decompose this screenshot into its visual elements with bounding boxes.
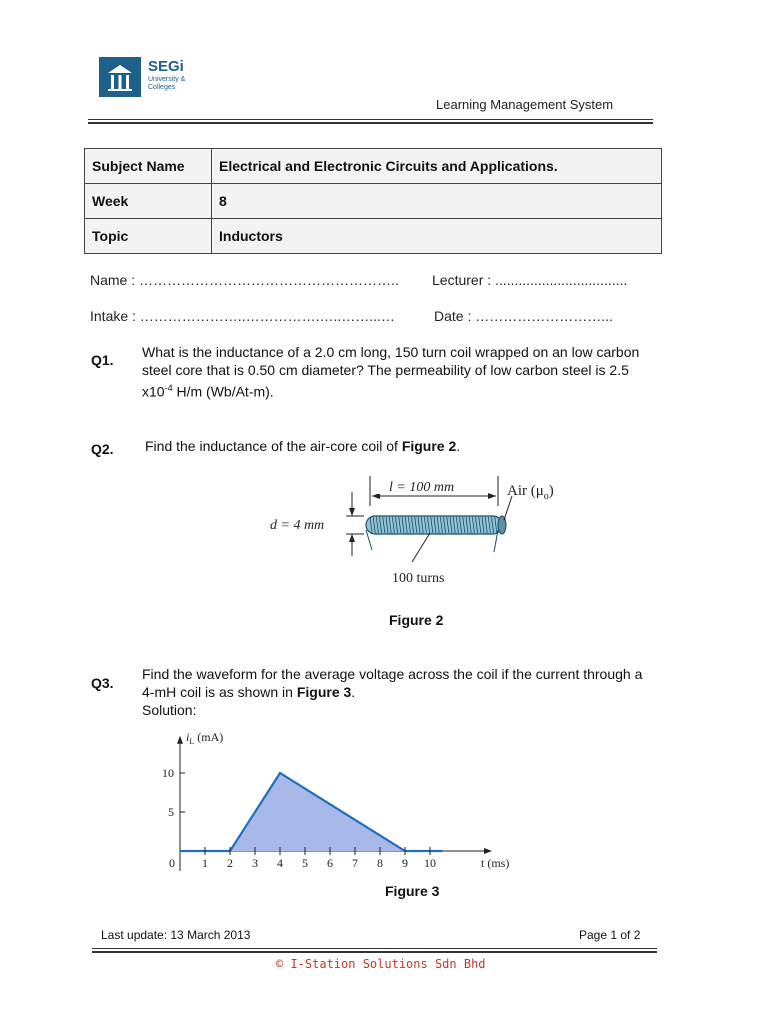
- y-axis-label-sub: L: [189, 737, 195, 746]
- q2-text-pre: Find the inductance of the air-core coil of: [145, 438, 402, 454]
- arrowhead-up-icon: [349, 534, 355, 542]
- q2-figure-ref: Figure 2: [401, 438, 457, 454]
- arrowhead-down-icon: [349, 508, 355, 516]
- x-tick-label: 7: [352, 856, 358, 870]
- air-label-close: ): [548, 483, 554, 499]
- q1-line: steel core that is 0.50 cm diameter? The permeability of low carbon steel is 2.5: [142, 362, 629, 378]
- q1-line: What is the inductance of a 2.0 cm long, 150 turn coil wrapped on an low carbon: [142, 344, 640, 360]
- figure-3-current-chart: [150, 725, 530, 875]
- footer-rule-top: [92, 948, 657, 949]
- q1-exponent: -4: [164, 383, 173, 393]
- copyright: © I-Station Solutions Sdn Bhd: [276, 957, 486, 971]
- question-2-text: [145, 437, 460, 455]
- figure-2-coil-diagram: [260, 472, 580, 592]
- x-tick-label: 6: [327, 856, 333, 870]
- turns-label: 100 turns: [392, 571, 445, 586]
- y-tick-label: 10: [162, 766, 174, 780]
- table-row: [85, 219, 662, 254]
- x-tick-label: 4: [277, 856, 283, 870]
- course-info-table: [84, 148, 662, 254]
- arrowhead-right-icon: [488, 493, 496, 499]
- q1-line3-post: H/m (Wb/At-m).: [172, 383, 274, 400]
- figure-2-caption: Figure 2: [389, 612, 444, 628]
- q3-line2-post: .: [351, 684, 356, 700]
- x-axis-label: t (ms): [481, 856, 510, 870]
- y-tick-label: 5: [168, 805, 174, 819]
- x-tick-label: 8: [377, 856, 383, 870]
- table-label: Week: [85, 184, 212, 219]
- segi-logo: [99, 57, 141, 97]
- y-axis-arrow-icon: [177, 736, 183, 744]
- table-value: 8: [212, 184, 662, 219]
- y-axis-label-var: i: [186, 730, 190, 744]
- name-field: Name : ………………………………………………..: [90, 272, 399, 288]
- question-number: Q1.: [91, 352, 114, 368]
- date-field: Date : ………………………...: [434, 308, 613, 324]
- question-number: Q3.: [91, 675, 114, 691]
- university-building-icon: [99, 57, 141, 97]
- x-tick-label: 9: [402, 856, 408, 870]
- area-fill: [180, 773, 443, 851]
- x-tick-label: 10: [424, 856, 436, 870]
- air-label: [507, 483, 554, 502]
- table-label: Subject Name: [85, 149, 212, 184]
- x-axis-arrow-icon: [484, 848, 492, 854]
- turns-pointer: [412, 533, 430, 562]
- intake-field: Intake : …………………..…………….…..……...…: [90, 308, 395, 324]
- table-value: Electrical and Electronic Circuits and Applications.: [212, 149, 662, 184]
- system-title: Learning Management System: [436, 97, 614, 112]
- chart-series: [180, 773, 443, 851]
- q2-text-post: .: [456, 438, 461, 454]
- lecturer-field: Lecturer : ..................................: [432, 272, 628, 288]
- figure-3-caption: Figure 3: [385, 883, 440, 899]
- diameter-label: d = 4 mm: [270, 518, 325, 533]
- last-update: Last update: 13 March 2013: [101, 928, 251, 942]
- table-label: Topic: [85, 219, 212, 254]
- air-label-text: Air (μ: [507, 483, 544, 499]
- question-1-text: [142, 343, 692, 401]
- page-number: Page 1 of 2: [579, 928, 641, 942]
- y-axis-label: [186, 730, 223, 746]
- header-rule-bottom: [88, 122, 653, 124]
- q3-line: Find the waveform for the average voltage across the coil if the current through a: [142, 666, 643, 682]
- x-tick-label: 0: [169, 856, 175, 870]
- table-row: [85, 149, 662, 184]
- logo-name: SEGi: [148, 58, 184, 75]
- x-tick-label: 1: [202, 856, 208, 870]
- length-label: l = 100 mm: [389, 480, 455, 495]
- x-tick-label: 3: [252, 856, 258, 870]
- q3-figure-ref: Figure 3: [296, 684, 352, 700]
- logo-subtitle: University & Colleges: [148, 76, 186, 91]
- question-3-text: [142, 665, 702, 719]
- x-tick-label: 5: [302, 856, 308, 870]
- question-number: Q2.: [91, 441, 114, 457]
- header-rule-top: [88, 119, 653, 120]
- q1-line: [142, 379, 692, 401]
- q1-line3-pre: x10: [142, 383, 165, 400]
- table-value: Inductors: [212, 219, 662, 254]
- y-axis-label-unit: (mA): [194, 730, 224, 744]
- air-label-sub: o: [543, 491, 549, 502]
- table-row: [85, 184, 662, 219]
- q3-line2-pre: 4-mH coil is as shown in: [142, 684, 297, 700]
- x-tick-label: 2: [227, 856, 233, 870]
- q3-solution-label: Solution:: [142, 702, 197, 718]
- footer-rule-bottom: [92, 951, 657, 953]
- air-pointer: [504, 496, 512, 520]
- q3-line: [142, 683, 702, 701]
